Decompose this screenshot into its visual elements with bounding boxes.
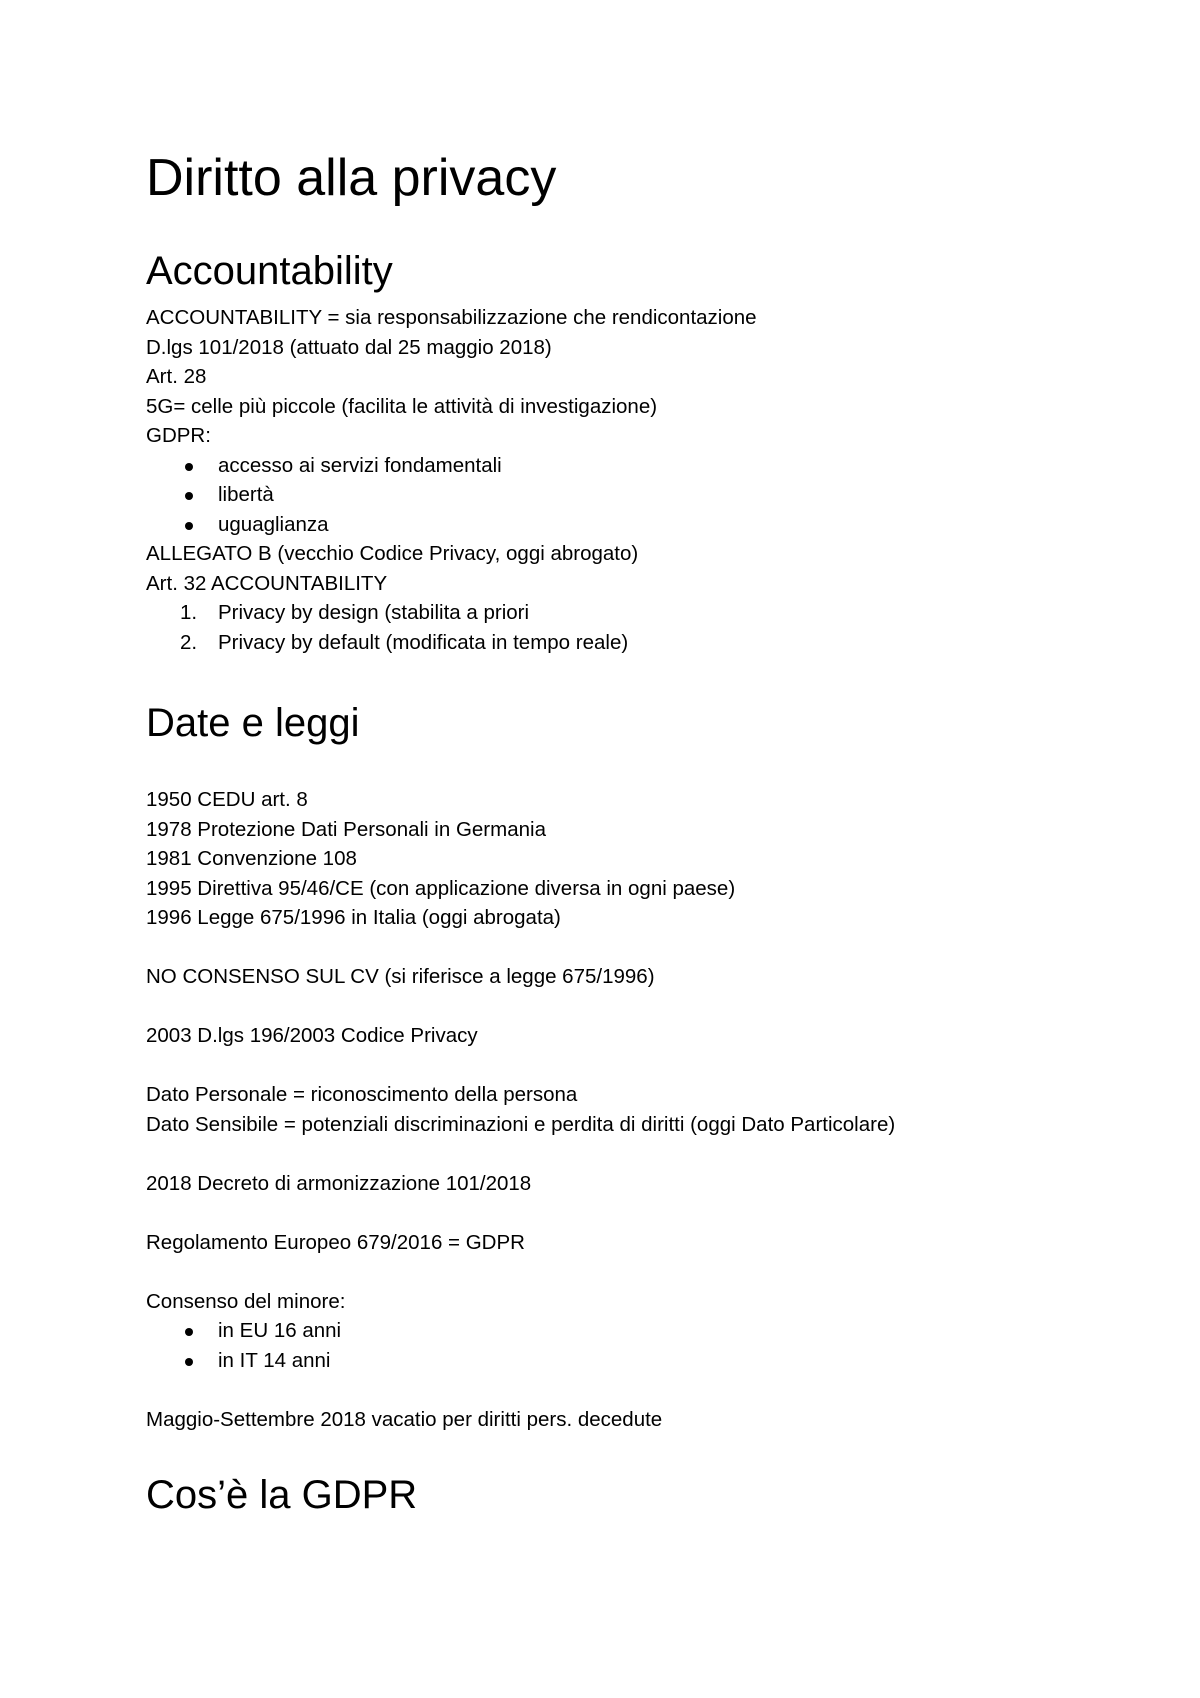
bullet-text: uguaglianza bbox=[218, 512, 329, 536]
bullet-icon bbox=[185, 492, 193, 500]
bullet-icon bbox=[185, 463, 193, 471]
bullet-text: in EU 16 anni bbox=[218, 1319, 342, 1342]
text-line: Art. 32 ACCOUNTABILITY bbox=[146, 571, 388, 595]
timeline-item: 1978 Protezione Dati Personali in Germania bbox=[146, 817, 546, 841]
timeline-item: 1950 CEDU art. 8 bbox=[146, 788, 308, 811]
text-line: Maggio-Settembre 2018 vacatio per diritti pers. decedute bbox=[146, 1407, 663, 1431]
list-text: Privacy by default (modificata in tempo reale) bbox=[218, 630, 629, 654]
numbered-list-item bbox=[146, 598, 1106, 628]
text-line: Art. 28 bbox=[146, 365, 207, 388]
bullet-text: libertà bbox=[218, 483, 274, 506]
text-line: GDPR: bbox=[146, 424, 211, 447]
list-text: Privacy by design (stabilita a priori bbox=[218, 601, 530, 624]
timeline-item: 1981 Convenzione 108 bbox=[146, 847, 357, 870]
text-line: Consenso del minore: bbox=[146, 1289, 346, 1313]
definition-line: Dato Sensibile = potenziali discriminazioni e perdita di diritti (oggi Dato Particolare) bbox=[146, 1112, 896, 1136]
section-heading-date-leggi: Date e leggi bbox=[146, 701, 360, 745]
section-heading-gdpr: Cos’è la GDPR bbox=[146, 1473, 418, 1517]
bullet-icon bbox=[185, 1328, 193, 1336]
text-line: ALLEGATO B (vecchio Codice Privacy, oggi abrogato) bbox=[146, 542, 639, 565]
bullet-text: in IT 14 anni bbox=[218, 1348, 331, 1372]
bullet-icon bbox=[185, 1358, 193, 1366]
text-line: Regolamento Europeo 679/2016 = GDPR bbox=[146, 1230, 525, 1254]
timeline-item: 1996 Legge 675/1996 in Italia (oggi abrogata) bbox=[146, 906, 561, 929]
bullet-icon bbox=[185, 522, 193, 530]
bullet-list-item bbox=[146, 451, 1106, 481]
text-line: 5G= celle più piccole (facilita le attività di investigazione) bbox=[146, 394, 658, 418]
text-line: D.lgs 101/2018 (attuato dal 25 maggio 2018) bbox=[146, 335, 552, 359]
text-line: 2018 Decreto di armonizzazione 101/2018 bbox=[146, 1171, 532, 1195]
accountability-body bbox=[146, 303, 1106, 657]
bullet-list-item bbox=[146, 480, 1106, 510]
list-number: 1. bbox=[180, 601, 198, 624]
bullet-text: accesso ai servizi fondamentali bbox=[218, 453, 502, 477]
text-line: ACCOUNTABILITY = sia responsabilizzazione che rendicontazione bbox=[146, 306, 757, 329]
text-line: NO CONSENSO SUL CV (si riferisce a legge 675/1996) bbox=[146, 965, 655, 988]
date-leggi-body bbox=[146, 785, 1106, 1434]
list-number: 2. bbox=[180, 630, 198, 654]
page-title: Diritto alla privacy bbox=[146, 149, 557, 207]
section-heading-accountability: Accountability bbox=[146, 249, 393, 293]
bullet-list-item bbox=[146, 510, 1106, 540]
definition-line: Dato Personale = riconoscimento della persona bbox=[146, 1083, 578, 1106]
bullet-list-item bbox=[146, 1346, 1106, 1376]
timeline-item: 1995 Direttiva 95/46/CE (con applicazione diversa in ogni paese) bbox=[146, 876, 736, 900]
text-line: 2003 D.lgs 196/2003 Codice Privacy bbox=[146, 1024, 478, 1047]
bullet-list-item bbox=[146, 1316, 1106, 1346]
numbered-list-item bbox=[146, 628, 1106, 658]
